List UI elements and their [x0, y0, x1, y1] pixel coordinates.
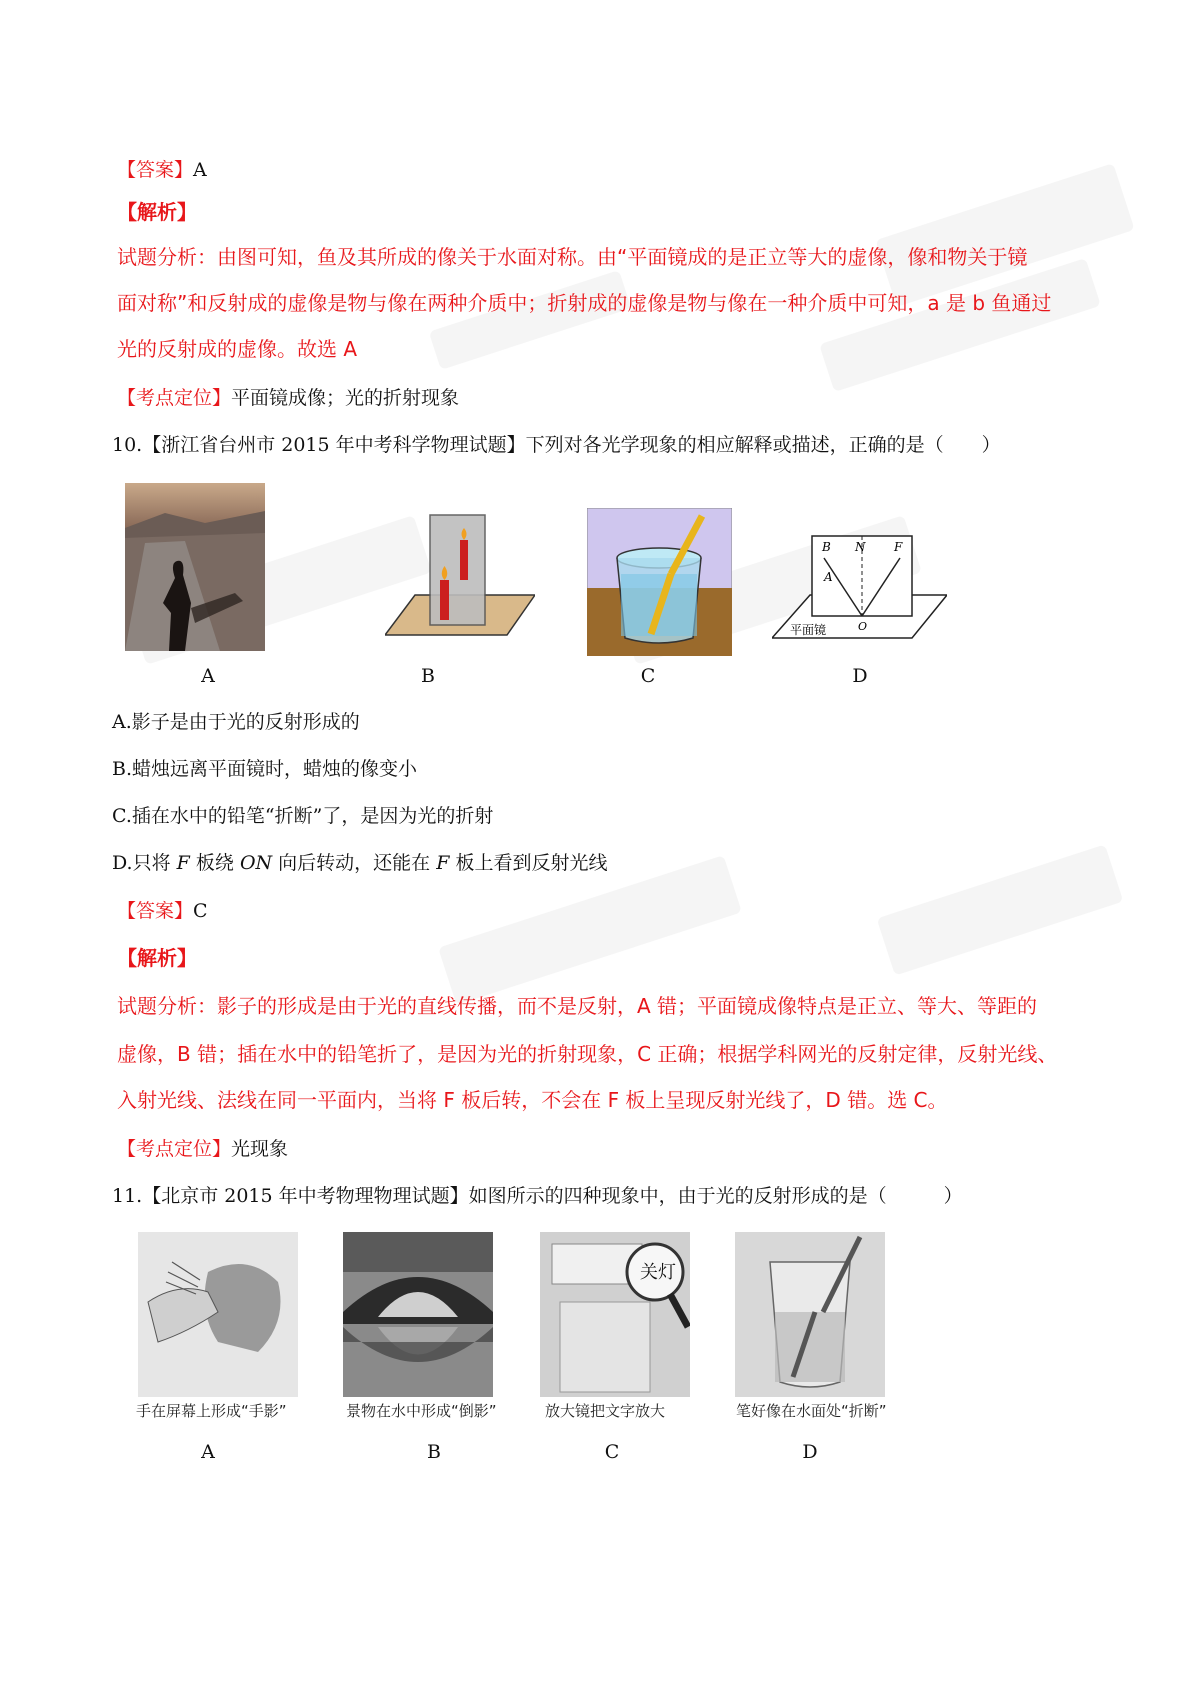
q9-kaodian	[117, 384, 459, 412]
question-text: 下列对各光学现象的相应解释或描述，正确的是（ ）	[525, 434, 1001, 456]
option-text: 插在水中的铅笔“折断”了，是因为光的折射	[131, 805, 494, 827]
kaodian-value: 平面镜成像；光的折射现象	[231, 387, 460, 409]
question-source: 【北京市 2015 年中考物理物理试题】	[142, 1185, 469, 1207]
q10-stem	[112, 431, 1001, 459]
q10-option-d	[112, 849, 607, 877]
q10-option-b	[112, 755, 417, 783]
caption-d: 笔好像在水面处“折断”	[736, 1402, 887, 1420]
q10-analysis-line-1: 试题分析：影子的形成是由于光的直线传播，而不是反射，A 错；平面镜成像特点是正立、等大、等距的	[117, 994, 1038, 1018]
q9-analysis-line-3: 光的反射成的虚像。故选 A	[117, 337, 358, 361]
option-prefix: C.	[112, 805, 132, 827]
label-a: A	[824, 570, 833, 584]
kaodian-label: 【考点定位】	[117, 1138, 232, 1160]
question-source: 【浙江省台州市 2015 年中考科学物理试题】	[142, 434, 526, 456]
var-on: ON	[239, 852, 273, 874]
q10-analysis-line-2: 虚像，B 错；插在水中的铅笔折了，是因为光的折射现象，C 正确；根据学科网光的反射定律，反射光线、	[117, 1042, 1058, 1066]
answer-value: A	[193, 159, 207, 181]
label-n: N	[855, 540, 866, 554]
figure-label-d: D	[802, 1441, 818, 1463]
watermark	[438, 855, 742, 1005]
caption-a: 手在屏幕上形成“手影”	[136, 1402, 287, 1420]
figure-d-reflection-board	[772, 533, 947, 653]
figure-c-pencil-glass	[587, 508, 732, 656]
answer-bracket: 【答案】	[117, 159, 194, 181]
kaodian-value: 光现象	[231, 1138, 289, 1160]
figure-label-c: C	[640, 665, 656, 687]
option-text: 板绕	[189, 852, 240, 874]
option-prefix: B.	[112, 758, 133, 780]
q11-stem	[112, 1182, 963, 1210]
option-text: 影子是由于光的反射形成的	[131, 711, 360, 733]
caption-b: 景物在水中形成“倒影”	[346, 1402, 497, 1420]
figure-bridge-reflection	[343, 1232, 493, 1397]
option-prefix: D.	[112, 852, 133, 874]
figure-hand-shadow	[138, 1232, 298, 1397]
figure-b-candle-mirror	[385, 510, 535, 655]
figure-a-shadow	[125, 483, 265, 651]
figure-label-b: B	[427, 1441, 441, 1463]
kaodian-label: 【考点定位】	[117, 387, 232, 409]
figure-label-a: A	[201, 665, 215, 687]
figure-label-b: B	[421, 665, 435, 687]
mirror-label: 平面镜	[790, 623, 827, 637]
q9-analysis-line-2: 面对称”和反射成的虚像是物与像在两种介质中；折射成的虚像是物与像在一种介质中可知，a 是 b 鱼通过	[117, 291, 1052, 315]
question-number: 10.	[112, 434, 143, 456]
watermark	[429, 270, 632, 370]
question-number: 11.	[112, 1185, 143, 1207]
option-text: 板上看到反射光线	[449, 852, 608, 874]
var-f: F	[436, 852, 450, 874]
figure-magnifier	[540, 1232, 690, 1397]
option-prefix: A.	[112, 711, 132, 733]
var-f: F	[176, 852, 190, 874]
q10-option-c	[112, 802, 493, 830]
answer-bracket: 【答案】	[117, 900, 194, 922]
figure-pencil-water	[735, 1232, 885, 1397]
option-text: 蜡烛远离平面镜时，蜡烛的像变小	[132, 758, 418, 780]
figure-label-c: C	[604, 1441, 620, 1463]
q10-option-a	[112, 708, 360, 736]
label-b: B	[822, 540, 831, 554]
q10-answer	[117, 897, 208, 925]
sign-text: 关灯	[640, 1262, 676, 1283]
figure-label-a: A	[201, 1441, 215, 1463]
watermark	[877, 844, 1124, 975]
label-f: F	[894, 540, 903, 554]
q10-kaodian	[117, 1135, 288, 1163]
figure-label-d: D	[852, 665, 868, 687]
caption-c: 放大镜把文字放大	[545, 1402, 666, 1420]
q9-analysis-label: 【解析】	[117, 200, 197, 224]
q9-analysis-line-1: 试题分析：由图可知，鱼及其所成的像关于水面对称。由“平面镜成的是正立等大的虚像，像和物关于镜	[117, 245, 1028, 269]
question-text: 如图所示的四种现象中，由于光的反射形成的是（ ）	[468, 1185, 963, 1207]
label-o: O	[858, 620, 868, 633]
q9-answer	[117, 156, 207, 184]
option-text: 向后转动，还能在	[272, 852, 437, 874]
q10-analysis-line-3: 入射光线、法线在同一平面内，当将 F 板后转，不会在 F 板上呈现反射光线了，D 错。选 C。	[117, 1088, 948, 1112]
option-text: 只将	[132, 852, 177, 874]
answer-value: C	[193, 900, 208, 922]
q10-analysis-label: 【解析】	[117, 946, 197, 970]
